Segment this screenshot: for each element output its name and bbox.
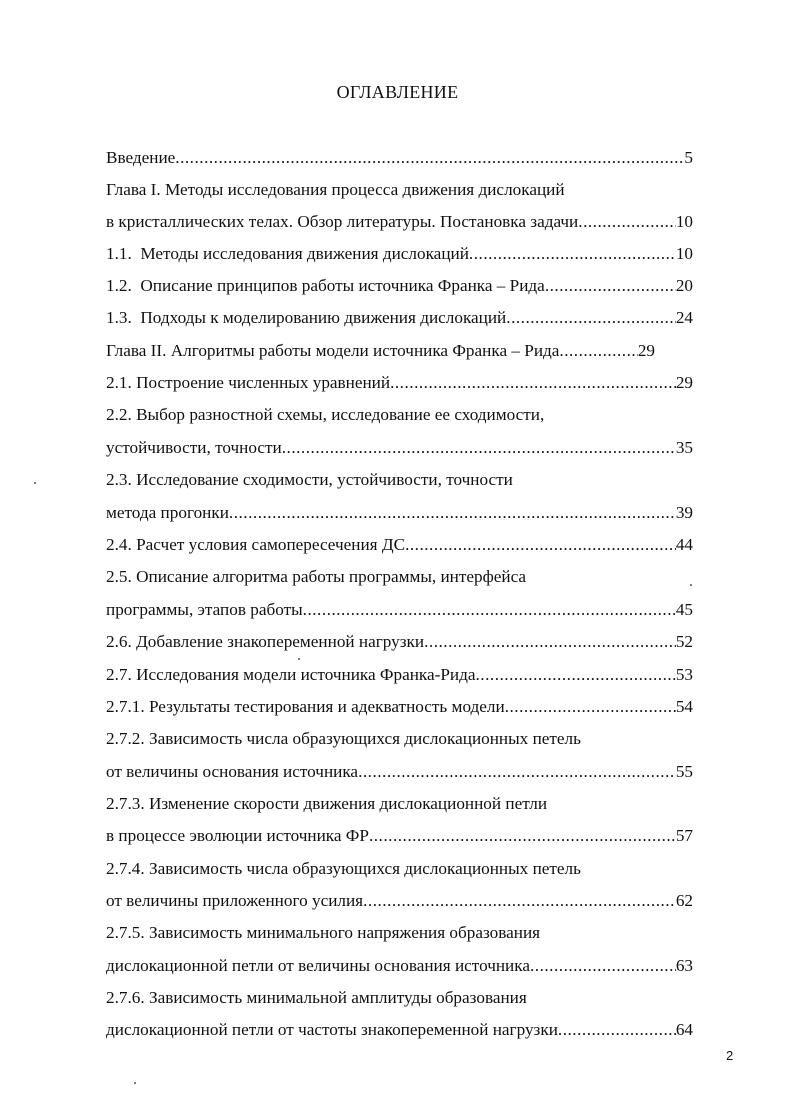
toc-entry-text: в кристаллических телах. Обзор литературы. Постановка задачи: [106, 212, 579, 231]
toc-entry-text: 2.5. Описание алгоритма работы программы, интерфейса: [106, 567, 527, 586]
toc-entry: [106, 372, 693, 394]
toc-entry-page: 64: [675, 1020, 693, 1039]
scan-speck: [34, 482, 36, 484]
toc-entry: [106, 502, 693, 524]
toc-entry-text: в процессе эволюции источника ФР: [106, 826, 369, 845]
toc-entry-text: 1.1. Методы исследования движения дислокаций: [106, 244, 469, 263]
toc-entry-page: 29: [675, 373, 693, 392]
toc-entry-text: 2.7.1. Результаты тестирования и адекватность модели: [106, 697, 505, 716]
toc-entry-text: метода прогонки: [106, 503, 229, 522]
toc-entry: [106, 825, 693, 847]
toc-entry: [106, 631, 693, 653]
toc-entry-page: 10: [675, 244, 693, 263]
toc-entry: [106, 761, 693, 783]
toc-entry-text: 2.7.4. Зависимость числа образующихся дислокационных петель: [106, 859, 581, 878]
toc-entry-page: 29: [637, 341, 655, 360]
toc-entry-text: 1.2. Описание принципов работы источника Франка – Рида: [106, 276, 545, 295]
page-number: 2: [726, 1048, 734, 1063]
toc-entry: [106, 340, 655, 362]
toc-entry-page: 62: [675, 891, 693, 910]
toc-entry-text: 2.2. Выбор разностной схемы, исследование ее сходимости,: [106, 405, 545, 424]
toc-entry-text: 2.6. Добавление знакопеременной нагрузки: [106, 632, 425, 651]
toc-entry-page: 63: [675, 956, 693, 975]
toc-entry: [106, 307, 693, 329]
toc-entry: [106, 243, 693, 265]
toc-entry-page: 57: [675, 826, 693, 845]
toc-entry: [106, 534, 693, 556]
toc-entry-page: 44: [675, 535, 693, 554]
page-title: ОГЛАВЛЕНИЕ: [336, 82, 459, 102]
toc-entry-page: 55: [675, 762, 693, 781]
toc-entry-page: 52: [675, 632, 693, 651]
toc-entry-text: 2.7.6. Зависимость минимальной амплитуды образования: [106, 988, 527, 1007]
toc-entry-page: 24: [675, 308, 693, 327]
toc-entry-text: от величины основания источника: [106, 762, 359, 781]
toc-entry: [106, 179, 565, 201]
toc-entry-page: 10: [675, 212, 693, 231]
toc-entry: [106, 469, 513, 491]
toc-entry-page: 53: [675, 665, 693, 684]
toc-entry: [106, 890, 693, 912]
toc-entry-page: 54: [675, 697, 693, 716]
toc-entry-text: 2.7.2. Зависимость числа образующихся дислокационных петель: [106, 729, 581, 748]
toc-entry-text: 2.7.3. Изменение скорости движения дислокационной петли: [106, 794, 548, 813]
toc-entry: [106, 664, 693, 686]
toc-entry: [106, 987, 527, 1009]
toc-entry-page: 5: [684, 148, 693, 167]
scan-speck: [134, 1082, 136, 1084]
toc-entry-text: программы, этапов работы: [106, 600, 303, 619]
toc-entry-text: устойчивости, точности: [106, 438, 282, 457]
toc-entry: [106, 922, 540, 944]
toc-entry: [106, 728, 581, 750]
toc-entry: [106, 404, 544, 426]
toc-entry-text: дислокационной петли от частоты знакопеременной нагрузки: [106, 1020, 558, 1039]
toc-entry: [106, 275, 693, 297]
toc-entry: [106, 1019, 693, 1041]
toc-entry-page: 35: [675, 438, 693, 457]
toc-entry: [106, 858, 581, 880]
toc-entry: [106, 437, 693, 459]
toc-entry: [106, 696, 693, 718]
toc-entry-text: Глава II. Алгоритмы работы модели источника Франка – Рида: [106, 341, 560, 360]
toc-entry-text: 2.3. Исследование сходимости, устойчивости, точности: [106, 470, 513, 489]
scan-speck: [298, 658, 300, 660]
toc-entry-text: Введение: [106, 148, 176, 167]
toc-entry-text: от величины приложенного усилия: [106, 891, 364, 910]
toc-entry: [106, 793, 547, 815]
toc-entry: [106, 955, 693, 977]
scan-speck: [690, 584, 692, 586]
toc-entry-page: 20: [675, 276, 693, 295]
toc-entry: [106, 211, 693, 233]
toc-entry: [106, 147, 693, 169]
toc-entry-text: Глава I. Методы исследования процесса движения дислокаций: [106, 180, 565, 199]
toc-entry-text: 1.3. Подходы к моделированию движения дислокаций: [106, 308, 507, 327]
toc-entry-page: 39: [675, 503, 693, 522]
toc-entry-text: 2.7. Исследования модели источника Франка-Рида: [106, 665, 476, 684]
toc-entry: [106, 599, 693, 621]
toc-entry: [106, 566, 526, 588]
toc-entry-text: 2.4. Расчет условия самопересечения ДС: [106, 535, 406, 554]
toc-entry-page: 45: [675, 600, 693, 619]
toc-entry-text: 2.1. Построение численных уравнений: [106, 373, 391, 392]
toc-entry-text: дислокационной петли от величины основания источника: [106, 956, 530, 975]
toc-entry-text: 2.7.5. Зависимость минимального напряжения образования: [106, 923, 541, 942]
